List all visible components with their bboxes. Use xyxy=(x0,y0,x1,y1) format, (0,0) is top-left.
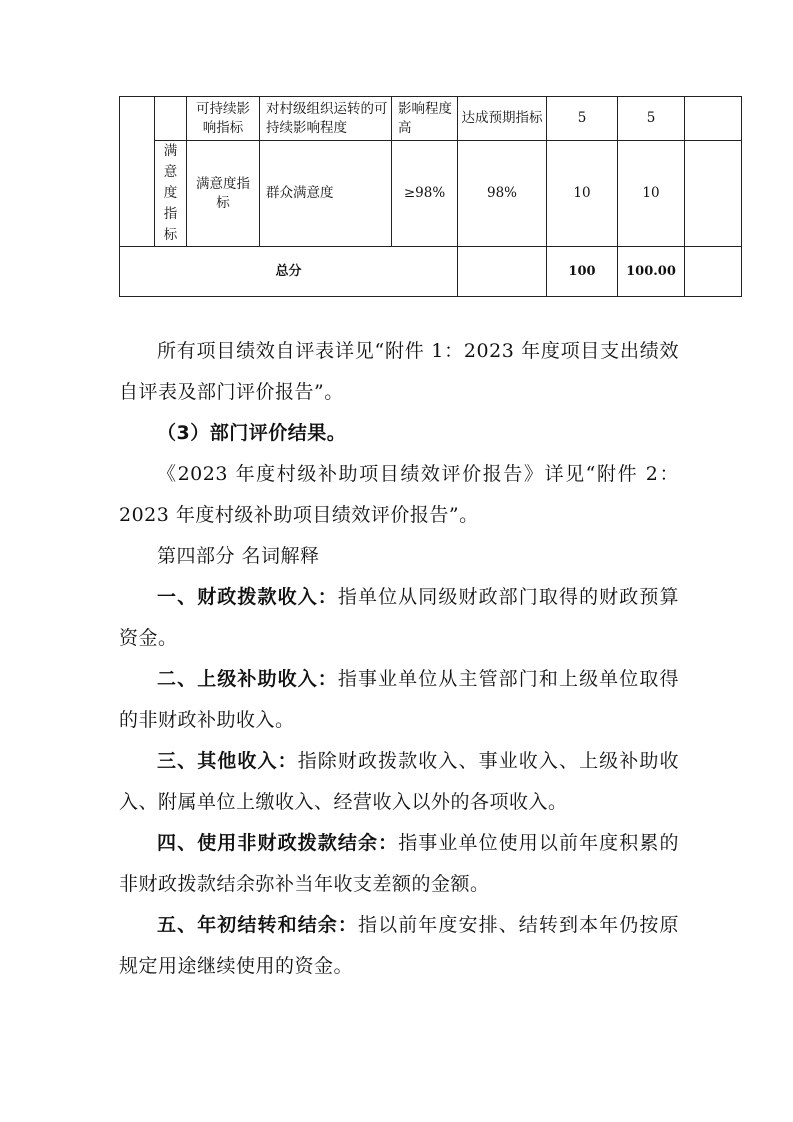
definition-text: 指事业单位从主管部门和上级单位取得的非财政补助收入。 xyxy=(119,668,679,731)
document-body xyxy=(119,331,679,987)
definition-term: 一、财政拨款收入： xyxy=(157,586,338,608)
total-label: 总分 xyxy=(120,247,458,297)
table-cell xyxy=(120,97,155,247)
total-score: 100 xyxy=(547,247,618,297)
paragraph: 所有项目绩效自评表详见“附件 1：2023 年度项目支出绩效自评表及部门评价报告”。 xyxy=(119,340,679,403)
definition xyxy=(119,577,679,659)
table-cell: 5 xyxy=(618,97,685,141)
definition-text: 指除财政拨款收入、事业收入、上级补助收入、附属单位上缴收入、经营收入以外的各项收入。 xyxy=(119,750,679,813)
table-cell xyxy=(685,247,742,297)
definition-text: 指单位从同级财政部门取得的财政预算资金。 xyxy=(119,586,679,649)
table-cell: 5 xyxy=(547,97,618,141)
definition-text: 指事业单位使用以前年度积累的非财政拨款结余弥补当年收支差额的金额。 xyxy=(119,832,679,895)
paragraph: 《2023 年度村级补助项目绩效评价报告》详见“附件 2：2023 年度村级补助项目绩效评价报告”。 xyxy=(119,463,679,526)
table-cell: 可持续影响指标 xyxy=(187,97,260,141)
vertical-label: 满意度指标 xyxy=(163,143,178,243)
part-heading: 第四部分 名词解释 xyxy=(157,545,320,567)
table-cell: 满意度指标 xyxy=(187,141,260,247)
definition xyxy=(119,659,679,741)
definition-term: 四、使用非财政拨款结余： xyxy=(157,832,399,854)
table-cell: 对村级组织运转的可持续影响程度 xyxy=(260,97,392,141)
table-cell xyxy=(685,141,742,247)
section-heading: （3）部门评价结果。 xyxy=(157,422,347,444)
table-cell xyxy=(155,141,187,247)
total-result: 100.00 xyxy=(618,247,685,297)
table-cell xyxy=(458,247,547,297)
definition-term: 五、年初结转和结余： xyxy=(157,914,358,936)
table-cell xyxy=(685,97,742,141)
table-cell xyxy=(155,97,187,141)
table-cell: 群众满意度 xyxy=(260,141,392,247)
table-cell: 影响程度高 xyxy=(392,97,458,141)
table-cell: 10 xyxy=(618,141,685,247)
definition xyxy=(119,823,679,905)
table-cell: 98% xyxy=(458,141,547,247)
definition-text: 指以前年度安排、结转到本年仍按原规定用途继续使用的资金。 xyxy=(119,914,679,977)
table-row xyxy=(120,97,742,141)
definition-term: 三、其他收入： xyxy=(157,750,298,772)
performance-table xyxy=(119,96,742,297)
definition xyxy=(119,741,679,823)
table-row xyxy=(120,141,742,247)
table-cell: ≥98% xyxy=(392,141,458,247)
table-cell: 10 xyxy=(547,141,618,247)
definition xyxy=(119,905,679,987)
table-cell: 达成预期指标 xyxy=(458,97,547,141)
table-row-total xyxy=(120,247,742,297)
definition-term: 二、上级补助收入： xyxy=(157,668,338,690)
